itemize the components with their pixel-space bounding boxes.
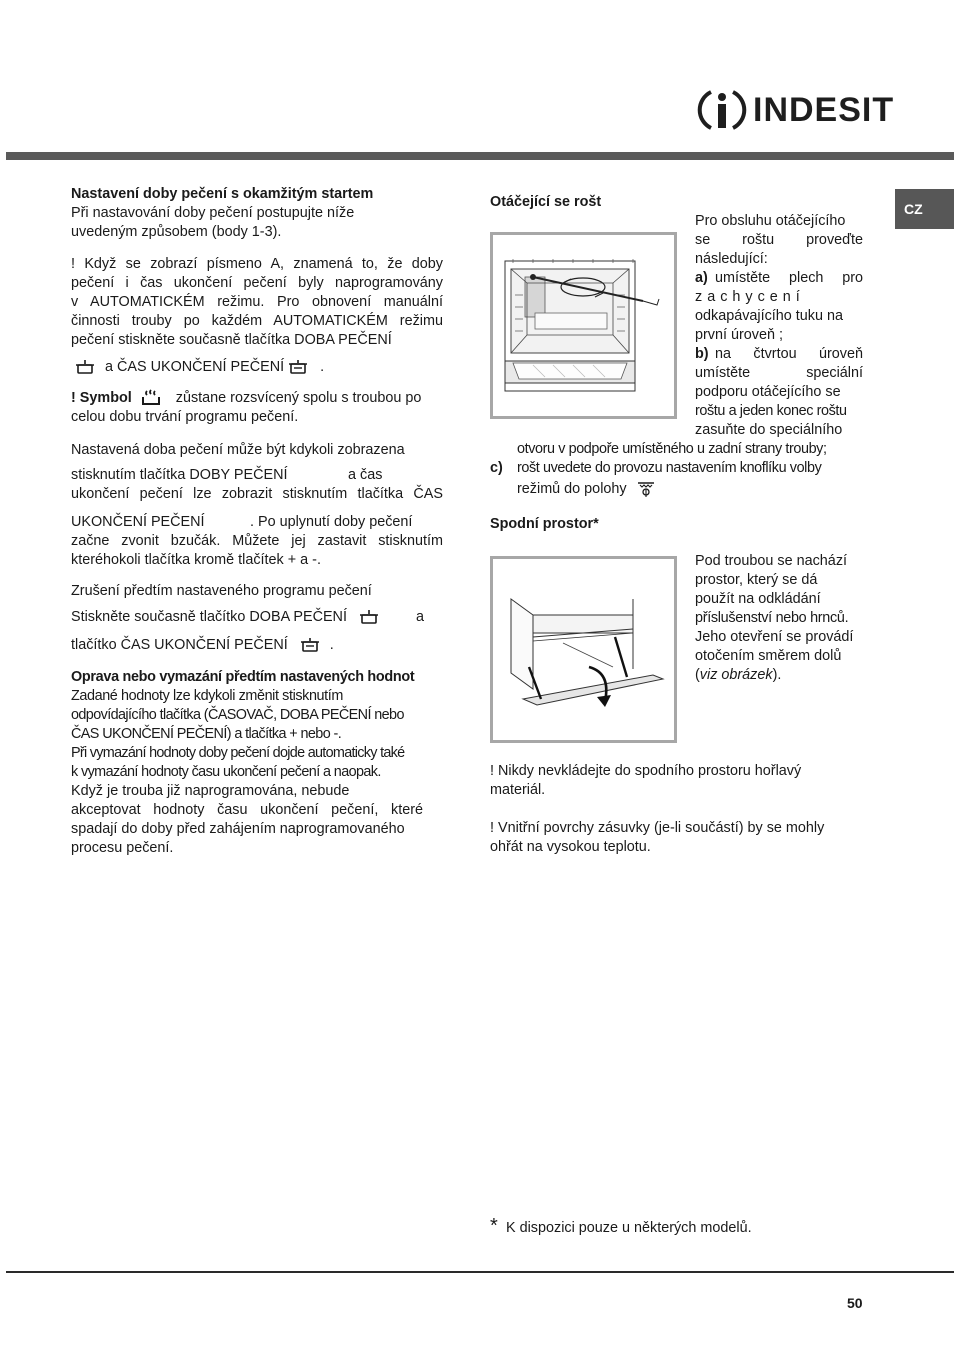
brand-name: INDESIT xyxy=(753,91,895,129)
paragraph-line: Když je trouba již naprogramována, nebude xyxy=(71,783,350,799)
list-label-b: b) xyxy=(695,346,709,362)
warning-line: ! Když se zobrazí písmeno A, znamená to, že doby xyxy=(71,256,443,272)
rotisserie-mode-icon xyxy=(637,480,655,498)
paragraph-line: prostor, který se dá xyxy=(695,572,818,588)
section-heading-instant-start: Nastavení doby pečení s okamžitým startem xyxy=(71,186,374,202)
paragraph-line: odkapávajícího tuku na xyxy=(695,308,844,324)
section-heading-rotisserie: Otáčející se rošt xyxy=(490,194,602,210)
paragraph-line: otvoru v podpoře umístěného u zadní strany trouby; xyxy=(517,441,827,457)
auto-symbol-icon xyxy=(140,389,162,407)
warning-line-with-icons: a ČAS UKONČENÍ PEČENÍ . xyxy=(75,358,324,377)
warning-line: ! Vnitřní povrchy zásuvky (je-li součástí) by se mohly xyxy=(490,820,825,836)
paragraph-line-with-icon: tlačítko ČAS UKONČENÍ PEČENÍ . xyxy=(71,637,334,653)
paragraph-line: uvedeným způsobem (body 1-3). xyxy=(71,224,282,240)
paragraph-line: Jeho otevření se provádí xyxy=(695,629,854,645)
warning-line: celou dobu trvání programu pečení. xyxy=(71,409,299,425)
warning-line-with-icon: ! Symbol zůstane rozsvícený spolu s troubou po xyxy=(71,390,422,406)
paragraph-line: . Po uplynutí doby pečení xyxy=(250,514,413,530)
paragraph-line: následující: xyxy=(695,251,768,267)
paragraph-line: a xyxy=(416,609,425,625)
warning-line: ohřát na vysokou teplotu. xyxy=(490,839,651,855)
paragraph-line-with-icon: režimů do polohy xyxy=(517,480,655,499)
paragraph-line: umístěte speciální xyxy=(695,365,863,381)
paragraph-line: otočením směrem dolů xyxy=(695,648,842,664)
paragraph-line: UKONČENÍ PEČENÍ xyxy=(71,514,205,530)
header-rule xyxy=(6,152,954,160)
warning-line: materiál. xyxy=(490,782,546,798)
paragraph-line: ukončení pečení lze zobrazit stisknutím tlačítka ČAS xyxy=(71,486,443,502)
rotisserie-oven-illustration xyxy=(490,232,677,419)
page-number: 50 xyxy=(847,1295,863,1311)
paragraph-line: použít na odkládání xyxy=(695,591,821,607)
warning-line: v AUTOMATICKÉM režimu. Pro obnovení manuální xyxy=(71,294,443,310)
indesit-logo-icon xyxy=(697,86,747,134)
section-heading-bottom-compartment: Spodní prostor* xyxy=(490,516,599,532)
paragraph-line: (viz obrázek). xyxy=(695,667,782,683)
footnote-star: * xyxy=(490,1215,498,1237)
warning-line: pečení i čas ukončení pečení byly naprogramovány xyxy=(71,275,443,291)
paragraph-line: Při nastavování doby pečení postupujte níže xyxy=(71,205,355,221)
paragraph-line: se roštu proveďte xyxy=(695,232,863,248)
list-label-c: c) xyxy=(490,460,503,476)
warning-line: ! Nikdy nevkládejte do spodního prostoru hořlavý xyxy=(490,763,802,779)
cooking-time-pot-icon xyxy=(359,609,379,625)
drawer-drawing xyxy=(493,559,674,740)
paragraph-line: Při vymazání hodnoty doby pečení dojde automaticky také xyxy=(71,745,405,761)
footnote: K dispozici pouze u některých modelů. xyxy=(506,1220,752,1236)
paragraph-line: Pod troubou se nachází xyxy=(695,553,848,569)
paragraph-line: zachycení xyxy=(695,289,805,305)
paragraph-line: na čtvrtou úroveň xyxy=(715,346,863,362)
footer-rule xyxy=(6,1271,954,1273)
paragraph-line: podporu otáčejícího se xyxy=(695,384,841,400)
paragraph-line: Zadané hodnoty lze kdykoli změnit stisknutím xyxy=(71,688,343,704)
end-cooking-time-pot-icon xyxy=(288,359,308,375)
paragraph-line: spadají do doby před zahájením naprogramovaného xyxy=(71,821,405,837)
paragraph-line: odpovídajícího tlačítka (ČASOVAČ, DOBA PEČENÍ nebo xyxy=(71,707,404,723)
warning-line: pečení stiskněte současně tlačítka DOBA PEČENÍ xyxy=(71,332,392,348)
paragraph-line: umístěte plech pro xyxy=(715,270,863,286)
paragraph-line: procesu pečení. xyxy=(71,840,174,856)
paragraph-line: Zrušení předtím nastaveného programu pečení xyxy=(71,583,372,599)
paragraph-line: kteréhokoli tlačítka kromě tlačítek + a -. xyxy=(71,552,321,568)
warning-line: činnosti trouby po každém AUTOMATICKÉM režimu xyxy=(71,313,443,329)
section-heading-correction: Oprava nebo vymazání předtím nastavených hodnot xyxy=(71,669,415,685)
paragraph-line: akceptovat hodnoty času ukončení pečení, které xyxy=(71,802,423,818)
paragraph-line: stisknutím tlačítka DOBY PEČENÍ xyxy=(71,467,288,483)
list-label-a: a) xyxy=(695,270,708,286)
paragraph-line-with-icon: Stiskněte současně tlačítko DOBA PEČENÍ xyxy=(71,608,379,627)
language-tab: CZ xyxy=(895,189,954,229)
paragraph-line: Pro obsluhu otáčejícího xyxy=(695,213,846,229)
paragraph-line: k vymazání hodnoty času ukončení pečení a naopak. xyxy=(71,764,381,780)
paragraph-line: Nastavená doba pečení může být kdykoli zobrazena xyxy=(71,442,405,458)
end-cooking-time-pot-icon xyxy=(300,637,320,653)
paragraph-line: a čas xyxy=(348,467,383,483)
cooking-time-pot-icon xyxy=(75,359,95,375)
paragraph-line: začne zvonit bzučák. Můžete jej zastavit stisknutím xyxy=(71,533,443,549)
brand-logo xyxy=(697,86,895,134)
oven-drawing xyxy=(493,235,674,416)
paragraph-line: ČAS UKONČENÍ PEČENÍ) a tlačítka + nebo -. xyxy=(71,726,342,742)
paragraph-line: zasuňte do speciálního xyxy=(695,422,843,438)
bottom-compartment-illustration xyxy=(490,556,677,743)
paragraph-line: příslušenství nebo hrnců. xyxy=(695,610,849,626)
paragraph-line: rošt uvedete do provozu nastavením knoflíku volby xyxy=(517,460,822,476)
paragraph-line: první úroveň ; xyxy=(695,327,783,343)
paragraph-line: roštu a jeden konec roštu xyxy=(695,403,847,419)
